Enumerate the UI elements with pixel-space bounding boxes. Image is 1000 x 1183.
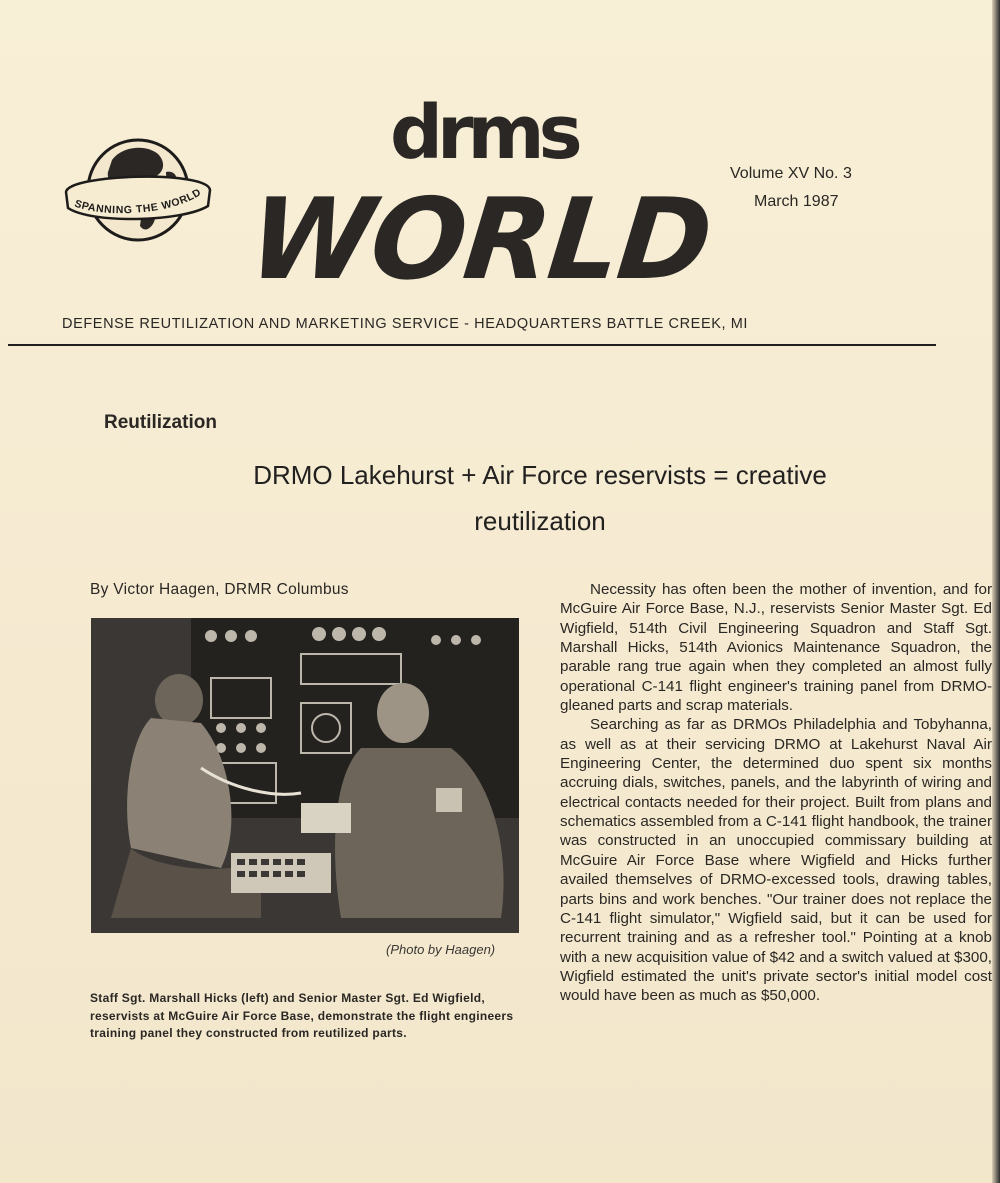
article-photo: [91, 618, 519, 933]
headline-line-1: DRMO Lakehurst + Air Force reservists = creative: [253, 460, 827, 490]
page-edge-shadow: [992, 0, 1000, 1183]
agency-line: DEFENSE REUTILIZATION AND MARKETING SERVICE - HEADQUARTERS BATTLE CREEK, MI: [62, 316, 749, 332]
body-paragraph-2: Searching as far as DRMOs Philadelphia and Tobyhanna, as well as at their servicing DRMO at Lakehurst Naval Air Engineering Center, the determined duo spent six months accruing dials, switches, panels, and the labyrinth of wiring and electrical contacts needed for their project. Built from plans and schematics assembled from a C-141 flight handbook, the trainer was constructed in an unoccupied commissary building at McGuire Air Force Base where Wigfield and Hicks further availed themselves of DRMO-excessed tools, drawing tables, parts bins and work benches. "Our trainer does not replace the C-141 flight simulator," Wigfield said, but it can be used for recurrent training and as a refresher tool." Pointing at a knob with a new acquisition value of $42 and a switch valued at $300, Wigfield estimated the unit's private sector's initial model cost would have been as much as $50,000.: [560, 716, 992, 1005]
masthead-drms: drms: [390, 90, 577, 176]
globe-logo-icon: [62, 132, 214, 250]
issue-date: March 1987: [754, 193, 839, 210]
logo-ribbon-text: SPANNING THE WORLD: [72, 186, 204, 217]
header-divider: [8, 344, 936, 346]
article-body: [560, 580, 992, 1006]
photo-credit: (Photo by Haagen): [386, 942, 496, 957]
body-paragraph-1: Necessity has often been the mother of invention, and for McGuire Air Force Base, N.J., reservists Senior Master Sgt. Ed Wigfield, 514th Civil Engineering Squadron and Staff Sgt. Marshall Hicks, 514th Avionics Maintenance Squadron, the parable rang true again when they completed an almost fully operational C-141 flight engineer's training panel from DRMO-gleaned parts and scrap materials.: [560, 581, 992, 715]
photo-caption: Staff Sgt. Marshall Hicks (left) and Senior Master Sgt. Ed Wigfield, reservists at McGuire Air Force Base, demonstrate the flight engineers training panel they constructed from reutilized parts.: [90, 991, 514, 1040]
article-headline: [150, 452, 930, 544]
issue-info: [730, 160, 910, 216]
section-label: Reutilization: [104, 412, 217, 433]
masthead-world: WORLD: [243, 175, 717, 305]
volume-number: Volume XV No. 3: [730, 165, 852, 182]
article-byline: By Victor Haagen, DRMR Columbus: [90, 581, 349, 598]
headline-line-2: reutilization: [474, 506, 606, 536]
